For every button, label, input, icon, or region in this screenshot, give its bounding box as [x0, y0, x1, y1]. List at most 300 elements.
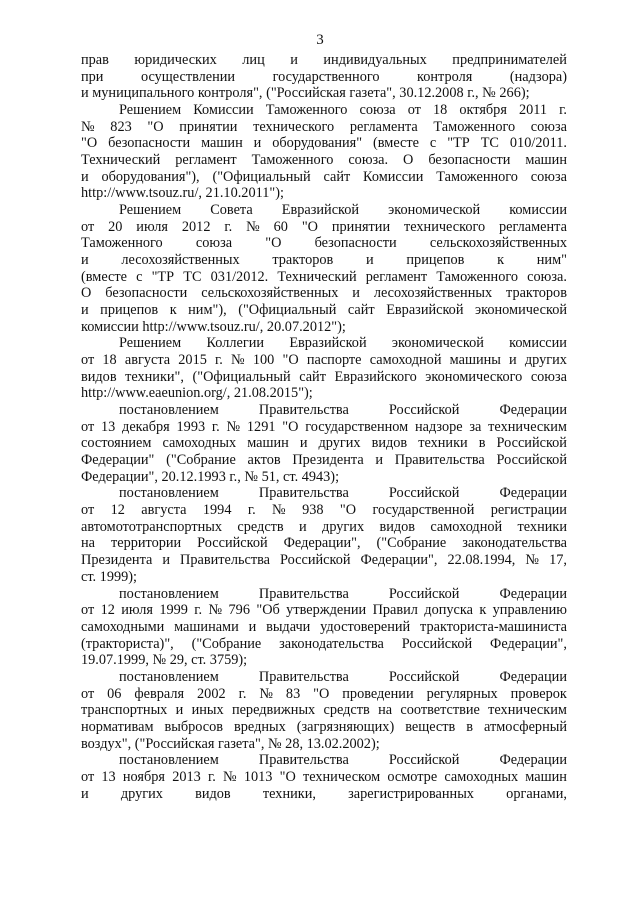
- text-line: [81, 419, 567, 436]
- word: безопасности: [314, 235, 397, 252]
- word: техническом: [302, 768, 381, 785]
- text-line: [81, 352, 567, 369]
- word: февраля: [134, 685, 185, 702]
- text-line: [81, 636, 567, 653]
- text-line: [81, 135, 567, 152]
- word: 12: [110, 502, 125, 519]
- line-text: и муниципального контроля", ("Российская газета", 30.12.2008 г., № 266);: [81, 85, 530, 102]
- word: г.: [238, 685, 247, 702]
- word: 12: [100, 602, 115, 619]
- word: предпринимателей: [452, 52, 567, 68]
- word: осмотре: [387, 768, 438, 785]
- word: автомототранспортных: [81, 518, 223, 535]
- word: Евразийской: [289, 335, 367, 352]
- word: и: [352, 285, 360, 302]
- word: г.: [207, 768, 216, 785]
- word: Федерации: [499, 485, 567, 502]
- word: видов: [81, 368, 117, 385]
- text-line: [81, 535, 567, 552]
- word: Российской: [388, 402, 460, 419]
- word: самоходной: [369, 352, 442, 369]
- word: июля: [121, 602, 153, 619]
- word: Комиссии: [363, 168, 424, 185]
- word: законодательства: [279, 635, 384, 652]
- word: (вместе: [81, 268, 127, 285]
- text-line: [81, 85, 567, 102]
- word: органами,: [506, 785, 567, 802]
- word: законодательства: [462, 535, 567, 552]
- word: при: [81, 68, 104, 85]
- page-number: 3: [316, 32, 324, 48]
- word: нормативам: [81, 718, 154, 735]
- word: №: [259, 685, 273, 702]
- line-text: комиссии http://www.tsouz.ru/, 20.07.2012");: [81, 318, 346, 335]
- word: техники: [418, 435, 468, 452]
- word: контроля: [417, 68, 473, 85]
- word: атмосферный: [484, 718, 567, 735]
- word: г.: [211, 418, 220, 435]
- word: №: [246, 218, 260, 235]
- word: технического: [404, 218, 486, 235]
- word: "О: [265, 235, 282, 252]
- word: союза: [359, 102, 396, 119]
- word: 17,: [549, 552, 567, 569]
- line-text: ст. 1999);: [81, 568, 137, 585]
- word: с: [136, 268, 143, 285]
- text-line: [81, 119, 567, 136]
- word: ТС: [183, 268, 202, 285]
- word: к: [169, 302, 177, 319]
- text-line: [81, 702, 567, 719]
- word: техники,: [262, 785, 316, 802]
- word: лиц: [242, 52, 265, 68]
- word: машинами: [174, 618, 239, 635]
- text-line: [81, 185, 567, 202]
- word: 2015: [178, 352, 207, 369]
- word: и: [509, 352, 517, 369]
- word: Евразийского: [334, 368, 417, 385]
- text-line: [81, 769, 567, 786]
- word: 20: [108, 218, 123, 235]
- word: ("Официальный: [192, 368, 291, 385]
- word: управлению: [492, 602, 567, 619]
- text-line: [81, 385, 567, 402]
- word: выдачи: [266, 618, 311, 635]
- word: Федерации: [499, 585, 567, 602]
- word: О: [403, 152, 414, 169]
- word: г.: [224, 218, 233, 235]
- word: и: [299, 518, 307, 535]
- word: за: [469, 418, 482, 435]
- text-line: [81, 235, 567, 252]
- text-line: [81, 469, 567, 486]
- word: техническим: [488, 418, 567, 435]
- word: Решением: [119, 102, 182, 119]
- text-line: [81, 786, 567, 803]
- word: №: [208, 602, 223, 619]
- word: ТС: [480, 135, 499, 152]
- word: 100: [252, 352, 275, 369]
- word: оборудования"),: [101, 168, 200, 185]
- word: №: [272, 502, 286, 519]
- word: к: [497, 252, 505, 269]
- word: Российской: [388, 485, 460, 502]
- word: постановлением: [119, 752, 219, 769]
- text-line: [81, 502, 567, 519]
- word: "О: [282, 418, 299, 435]
- word: регламент: [365, 268, 428, 285]
- word: Российской: [197, 535, 268, 552]
- word: с: [429, 135, 437, 152]
- word: видов: [379, 518, 416, 535]
- text-line: [81, 686, 567, 703]
- word: г.: [247, 502, 256, 519]
- word: декабря: [122, 418, 170, 435]
- word: Правил: [372, 602, 418, 619]
- text-line: [81, 669, 567, 686]
- word: тракториста-машиниста: [420, 618, 567, 635]
- word: Решением: [119, 202, 182, 219]
- word: 010/2011.: [509, 135, 567, 152]
- text-line: [81, 719, 567, 736]
- word: и: [248, 618, 257, 635]
- word: технического: [253, 118, 335, 135]
- word: Евразийской: [281, 202, 360, 219]
- text-line: [81, 485, 567, 502]
- word: "О: [147, 118, 164, 135]
- word: 60: [273, 218, 288, 235]
- word: проверок: [510, 685, 567, 702]
- document-body: [81, 52, 567, 802]
- word: №: [231, 352, 245, 369]
- word: Таможенного: [433, 118, 516, 135]
- word: г.: [559, 102, 567, 119]
- word: О: [81, 285, 92, 302]
- word: комиссии: [509, 202, 567, 219]
- word: "О: [313, 685, 330, 702]
- word: Решением: [119, 335, 182, 352]
- word: и: [162, 552, 171, 569]
- text-line: [81, 552, 567, 569]
- text-line: [81, 736, 567, 753]
- text-line: [81, 202, 567, 219]
- word: 823: [110, 118, 132, 135]
- word: машин: [525, 152, 567, 169]
- word: передвижных: [231, 702, 316, 719]
- word: Российской: [388, 752, 460, 769]
- word: безопасности: [428, 152, 511, 169]
- word: от: [81, 502, 95, 519]
- word: Технический: [81, 152, 161, 169]
- word: г.: [194, 602, 203, 619]
- word: юридических: [134, 52, 217, 68]
- word: экономической: [391, 335, 484, 352]
- word: "ТР: [447, 135, 470, 152]
- text-line: [81, 52, 567, 69]
- word: Российской: [388, 668, 460, 685]
- text-line: [81, 152, 567, 169]
- word: 22.08.1994,: [447, 552, 516, 569]
- word: и: [375, 452, 384, 469]
- word: утверждении: [286, 602, 367, 619]
- word: Правительства: [258, 752, 349, 769]
- word: удостоверений: [320, 618, 411, 635]
- word: ним"),: [188, 302, 227, 319]
- word: техническим: [488, 702, 567, 719]
- word: союза.: [527, 268, 567, 285]
- word: надзоре: [414, 418, 463, 435]
- word: зарегистрированных: [348, 785, 474, 802]
- word: Правительства: [258, 668, 349, 685]
- text-line: [81, 652, 567, 669]
- word: (загрязняющих): [296, 718, 395, 735]
- word: регулярных: [426, 685, 498, 702]
- word: 13: [100, 418, 116, 435]
- word: принятии: [179, 118, 238, 135]
- word: от: [81, 418, 95, 435]
- word: ("Официальный: [238, 302, 337, 319]
- word: лесохозяйственных: [373, 285, 493, 302]
- word: Правительства: [258, 585, 349, 602]
- text-line: [81, 102, 567, 119]
- word: ноября: [122, 768, 165, 785]
- word: "О: [339, 502, 357, 519]
- word: принятии: [331, 218, 391, 235]
- word: регистрации: [490, 502, 567, 519]
- word: от: [81, 685, 95, 702]
- text-line: [81, 402, 567, 419]
- word: вредных: [234, 718, 286, 735]
- word: машин: [247, 435, 289, 452]
- text-line: [81, 219, 567, 236]
- text-line: [81, 269, 567, 286]
- word: Российской: [401, 635, 473, 652]
- word: Таможенного: [436, 268, 519, 285]
- word: техники",: [125, 368, 184, 385]
- word: 2013: [172, 768, 201, 785]
- word: экономической: [388, 202, 481, 219]
- word: тракторов: [272, 252, 334, 269]
- word: соответствие: [400, 702, 480, 719]
- word: союза: [530, 118, 567, 135]
- word: ("Собрание: [191, 635, 262, 652]
- word: Федерации",: [283, 535, 361, 552]
- word: Таможенного: [436, 168, 518, 185]
- word: "О: [81, 135, 98, 152]
- word: других: [318, 435, 361, 452]
- word: сельскохозяйственных: [201, 285, 339, 302]
- word: и: [175, 702, 184, 719]
- word: 031/2012.: [210, 268, 269, 285]
- word: 1291: [246, 418, 276, 435]
- word: союза.: [348, 152, 389, 169]
- line-text: воздух", ("Российская газета", № 28, 13.02.2002);: [81, 735, 380, 752]
- word: 796: [228, 602, 250, 619]
- text-line: [81, 69, 567, 86]
- line-text: http://www.eaeunion.org/, 21.08.2015");: [81, 385, 313, 402]
- text-line: [81, 169, 567, 186]
- word: лесохозяйственных: [121, 252, 240, 269]
- word: "Об: [256, 602, 280, 619]
- text-line: [81, 519, 567, 536]
- word: "О: [301, 218, 318, 235]
- word: 18: [102, 352, 117, 369]
- word: прав: [81, 52, 109, 68]
- word: государственного: [272, 68, 380, 85]
- word: Технический: [277, 268, 357, 285]
- word: в: [466, 718, 474, 735]
- word: самоходными: [81, 618, 165, 635]
- word: тракторов: [506, 285, 567, 302]
- word: августа: [124, 352, 171, 369]
- text-line: [81, 569, 567, 586]
- text-line: [81, 452, 567, 469]
- word: и: [81, 785, 89, 802]
- word: Таможенного: [251, 152, 334, 169]
- word: 1994: [202, 502, 232, 519]
- word: на: [81, 535, 95, 552]
- word: оборудования": [272, 135, 363, 152]
- text-line: [81, 369, 567, 386]
- word: сайт: [323, 168, 351, 185]
- word: на: [378, 702, 393, 719]
- word: Евразийской: [386, 302, 464, 319]
- word: (вместе: [373, 135, 419, 152]
- text-line: [81, 435, 567, 452]
- word: сайт: [299, 368, 326, 385]
- text-line: [81, 302, 567, 319]
- word: октября: [459, 102, 507, 119]
- word: экономической: [475, 302, 567, 319]
- word: постановлением: [119, 485, 219, 502]
- word: Правительства: [258, 485, 349, 502]
- word: других: [120, 785, 163, 802]
- word: государственной: [372, 502, 475, 519]
- word: к: [479, 602, 487, 619]
- word: и: [81, 302, 89, 319]
- text-line: [81, 319, 567, 336]
- word: ("Официальный: [212, 168, 311, 185]
- word: паспорте: [306, 352, 362, 369]
- word: самоходной: [430, 518, 503, 535]
- word: транспортных: [81, 702, 168, 719]
- word: от: [81, 768, 95, 785]
- word: 2011: [518, 102, 548, 119]
- word: союза: [530, 168, 567, 185]
- word: индивидуальных: [323, 52, 427, 68]
- word: Президента: [81, 552, 153, 569]
- word: постановлением: [119, 668, 219, 685]
- word: безопасности: [105, 285, 188, 302]
- word: регламента: [499, 218, 567, 235]
- word: 1999: [159, 602, 188, 619]
- text-line: [81, 586, 567, 603]
- word: Правительства: [258, 402, 349, 419]
- word: июля: [136, 218, 168, 235]
- word: территории: [110, 535, 182, 552]
- word: Правительства: [180, 552, 271, 569]
- word: осуществлении: [140, 68, 236, 85]
- word: "О: [282, 352, 299, 369]
- word: "О: [279, 768, 296, 785]
- word: веществ: [405, 718, 456, 735]
- text-line: [81, 752, 567, 769]
- word: и: [253, 135, 262, 152]
- word: видов: [195, 785, 231, 802]
- word: №: [81, 118, 95, 135]
- text-line: [81, 619, 567, 636]
- word: и: [366, 252, 374, 269]
- word: (тракториста)",: [81, 635, 174, 652]
- word: "ТР: [151, 268, 175, 285]
- word: Таможенного: [81, 235, 163, 252]
- word: Таможенного: [265, 102, 348, 119]
- word: (надзора): [509, 68, 567, 85]
- word: Федерации: [499, 752, 567, 769]
- word: союза: [530, 368, 567, 385]
- word: постановлением: [119, 585, 219, 602]
- word: актов: [247, 452, 281, 469]
- text-line: [81, 252, 567, 269]
- word: постановлением: [119, 402, 219, 419]
- word: Федерации",: [490, 635, 567, 652]
- word: прицепов: [406, 252, 465, 269]
- text-line: [81, 285, 567, 302]
- word: г.: [215, 352, 223, 369]
- word: Совета: [210, 202, 253, 219]
- word: машин: [201, 135, 243, 152]
- word: ним": [536, 252, 567, 269]
- word: видов: [371, 435, 408, 452]
- word: Федерации": [81, 452, 155, 469]
- word: союза: [195, 235, 233, 252]
- word: Российской: [496, 435, 567, 452]
- word: №: [222, 768, 237, 785]
- word: состоянием: [81, 435, 152, 452]
- word: ("Собрание: [376, 535, 447, 552]
- word: экономического: [425, 368, 523, 385]
- word: Комиссии: [193, 102, 254, 119]
- line-text: http://www.tsouz.ru/, 21.10.2011");: [81, 185, 284, 202]
- word: от: [407, 102, 421, 119]
- word: средств: [323, 702, 370, 719]
- text-line: [81, 335, 567, 352]
- word: Федерации",: [360, 552, 438, 569]
- word: 1013: [243, 768, 273, 785]
- word: и: [81, 252, 89, 269]
- word: выбросов: [164, 718, 224, 735]
- word: иных: [191, 702, 224, 719]
- word: 1993: [176, 418, 206, 435]
- text-line: [81, 602, 567, 619]
- word: других: [524, 352, 567, 369]
- word: Российской: [388, 585, 460, 602]
- word: Правительства: [394, 452, 485, 469]
- word: №: [525, 552, 540, 569]
- word: 18: [433, 102, 448, 119]
- word: регламента: [349, 118, 418, 135]
- word: от: [81, 352, 95, 369]
- word: машины: [449, 352, 501, 369]
- word: Российской: [280, 552, 351, 569]
- word: других: [322, 518, 365, 535]
- word: 2002: [197, 685, 226, 702]
- word: комиссии: [509, 335, 567, 352]
- line-text: Федерации", 20.12.1993 г., № 51, ст. 4943);: [81, 468, 340, 485]
- word: 06: [107, 685, 122, 702]
- word: 2012: [181, 218, 211, 235]
- word: машин: [525, 768, 567, 785]
